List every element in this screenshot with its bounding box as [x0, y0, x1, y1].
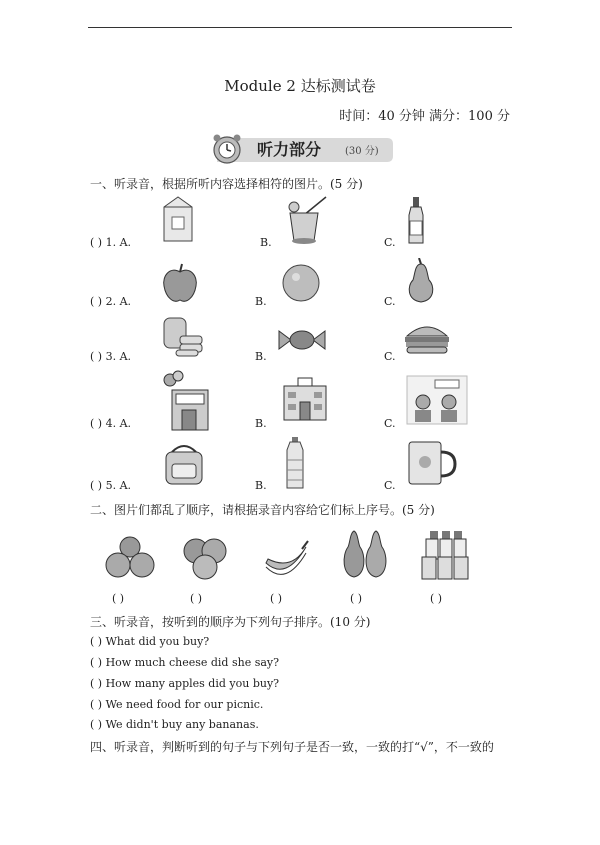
q5-label: ( ) 5. A. — [90, 479, 132, 492]
q2-label: ( ) 2. A. — [90, 295, 132, 308]
q3-label: ( ) 3. A. — [90, 350, 132, 363]
s3-sentence-3: ( ) How many apples did you buy? — [90, 677, 280, 690]
section3-heading: 三、听录音，按听到的顺序为下列句子排序。(10 分) — [90, 615, 371, 629]
q4-c: C. — [384, 417, 396, 430]
orange-icon — [280, 262, 322, 304]
bananas-icon — [262, 537, 310, 579]
s3-sentence-5: ( ) We didn't buy any bananas. — [90, 718, 259, 731]
apple-icon — [160, 262, 200, 304]
oranges-icon — [180, 533, 230, 581]
q3-c: C. — [384, 350, 396, 363]
s2-bracket-5[interactable]: ( ) — [430, 592, 443, 605]
top-rule — [88, 27, 512, 28]
bread-icon — [160, 314, 204, 358]
page-title: Module 2 达标测试卷 — [224, 77, 376, 95]
hamburger-icon — [403, 322, 451, 356]
milk-bottles-icon — [420, 529, 472, 581]
s2-bracket-2[interactable]: ( ) — [190, 592, 203, 605]
school-bag-icon — [158, 440, 210, 488]
q1-label: ( ) 1. A. — [90, 236, 132, 249]
q1-c: C. — [384, 236, 396, 249]
banner-score: (30 分) — [345, 146, 379, 157]
s3-sentence-1: ( ) What did you buy? — [90, 635, 210, 648]
q4-b: B. — [255, 417, 267, 430]
park-scene-icon — [405, 374, 469, 426]
banner-text: 听力部分 — [257, 140, 322, 159]
juice-glass-icon — [282, 195, 330, 245]
s2-bracket-4[interactable]: ( ) — [350, 592, 363, 605]
apples-icon — [104, 533, 156, 581]
water-bottle-icon — [284, 436, 306, 490]
q2-c: C. — [384, 295, 396, 308]
s2-bracket-1[interactable]: ( ) — [112, 592, 125, 605]
q1-b: B. — [260, 236, 272, 249]
q3-b: B. — [255, 350, 267, 363]
school-building-icon — [280, 376, 330, 422]
section2-heading: 二、图片们都乱了顺序，请根据录音内容给它们标上序号。(5 分) — [90, 503, 435, 517]
bottle-icon — [405, 195, 427, 245]
section1-heading: 一、听录音，根据所听内容选择相符的图片。(5 分) — [90, 177, 363, 191]
candy-icon — [277, 325, 327, 355]
shop-icon — [160, 370, 212, 432]
s3-sentence-2: ( ) How much cheese did she say? — [90, 656, 280, 669]
milk-carton-icon — [160, 195, 196, 243]
section4-heading: 四、听录音，判断听到的句子与下列句子是否一致，一致的打“√”，不一致的 — [90, 740, 494, 754]
s2-bracket-3[interactable]: ( ) — [270, 592, 283, 605]
alarm-clock-icon — [214, 135, 241, 164]
pears-icon — [340, 525, 390, 581]
exam-meta: 时间：40 分钟 满分：100 分 — [339, 109, 510, 124]
q4-label: ( ) 4. A. — [90, 417, 132, 430]
q2-b: B. — [255, 295, 267, 308]
q5-b: B. — [255, 479, 267, 492]
listening-banner — [205, 132, 395, 166]
q5-c: C. — [384, 479, 396, 492]
mug-icon — [405, 438, 457, 488]
pear-icon — [403, 258, 439, 304]
s3-sentence-4: ( ) We need food for our picnic. — [90, 698, 264, 711]
